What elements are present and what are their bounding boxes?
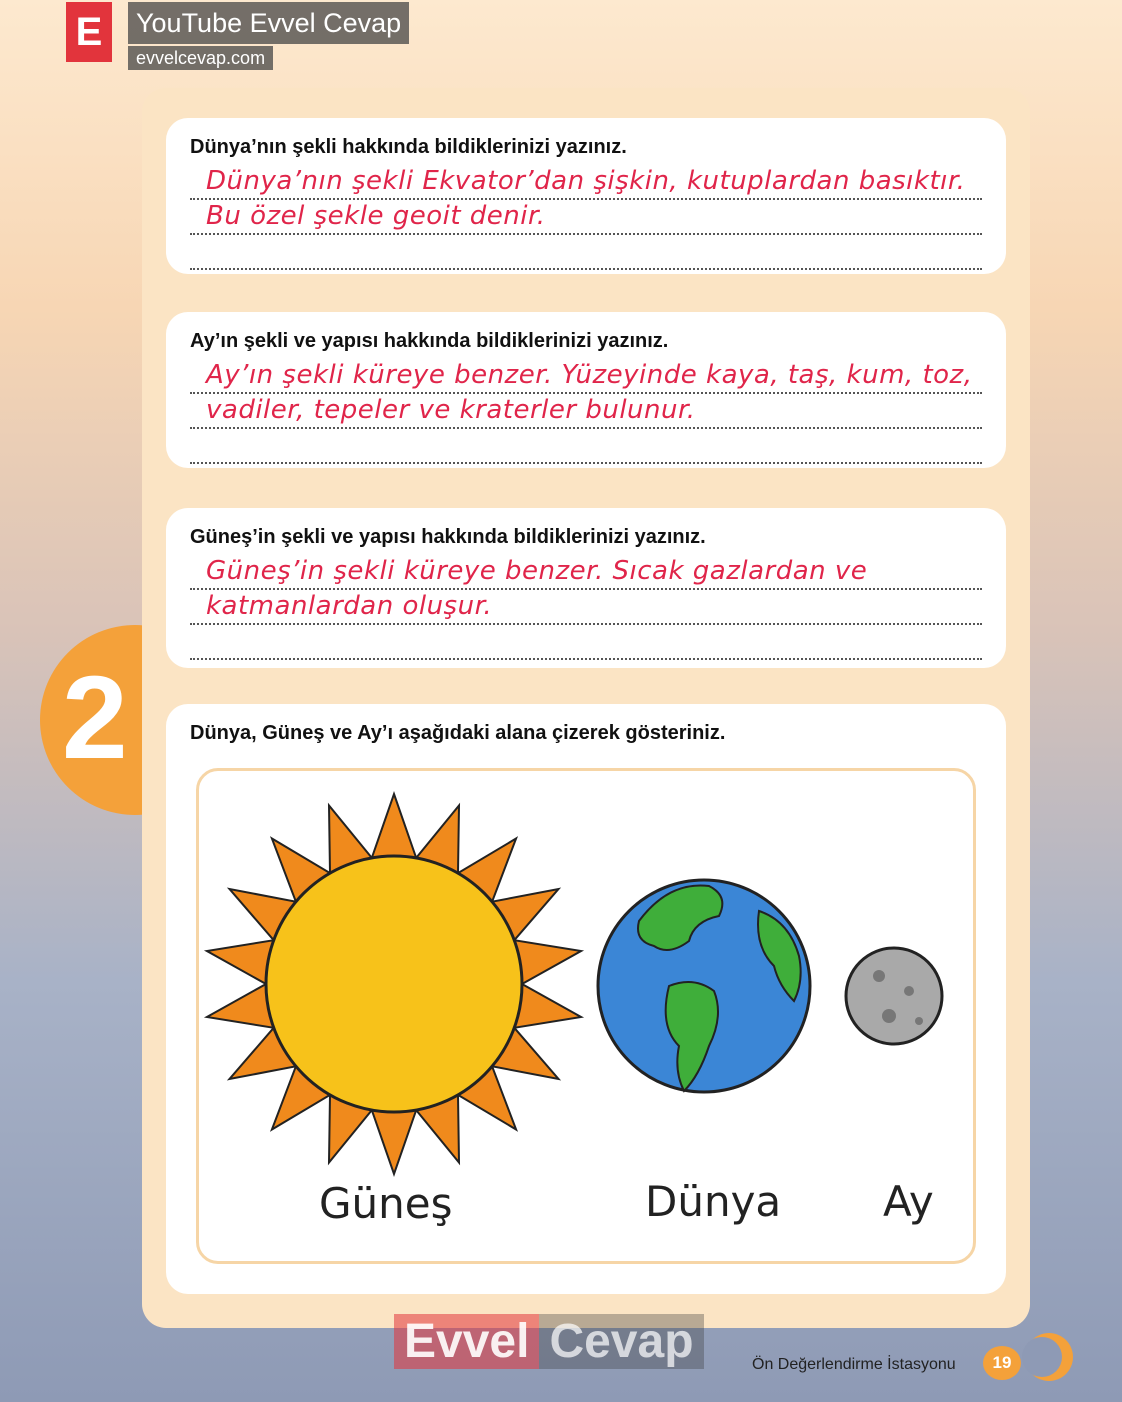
- footer-brand-a: Evvel: [394, 1314, 539, 1369]
- answer-line[interactable]: vadiler, tepeler ve kraterler bulunur.: [190, 394, 982, 429]
- drawing-prompt: Dünya, Güneş ve Ay’ı aşağıdaki alana çizerek gösteriniz.: [190, 722, 726, 744]
- answer-line[interactable]: [190, 429, 982, 464]
- answer-line[interactable]: katmanlardan oluşur.: [190, 590, 982, 625]
- question-prompt: Dünya’nın şekli hakkında bildiklerinizi yazınız.: [190, 136, 627, 158]
- page-number: 19: [983, 1346, 1021, 1380]
- question-card-earth: [166, 118, 1006, 274]
- sun-label: Güneş: [319, 1179, 453, 1228]
- question-card-sun: [166, 508, 1006, 668]
- station-number: 2: [62, 652, 128, 784]
- answer-line[interactable]: Dünya’nın şekli Ekvator’dan şişkin, kutuplardan basıktır.: [190, 165, 982, 200]
- answer-line[interactable]: [190, 625, 982, 660]
- station-name: Ön Değerlendirme İstasyonu: [752, 1356, 956, 1373]
- crescent-icon: [1018, 1326, 1080, 1388]
- logo-icon: E: [66, 2, 112, 62]
- site-url: evvelcevap.com: [128, 46, 273, 70]
- moon-label: Ay: [883, 1177, 934, 1226]
- footer-brand-b: Cevap: [539, 1314, 703, 1369]
- moon-icon: [846, 948, 942, 1044]
- earth-icon: [598, 880, 810, 1092]
- answer-line[interactable]: Ay’ın şekli küreye benzer. Yüzeyinde kaya, taş, kum, toz,: [190, 359, 982, 394]
- sun-icon: [266, 856, 522, 1112]
- question-prompt: Ay’ın şekli ve yapısı hakkında bildiklerinizi yazınız.: [190, 330, 669, 352]
- footer-brand: [394, 1312, 704, 1370]
- question-prompt: Güneş’in şekli ve yapısı hakkında bildiklerinizi yazınız.: [190, 526, 706, 548]
- answer-line[interactable]: [190, 235, 982, 270]
- channel-title: YouTube Evvel Cevap: [128, 2, 409, 44]
- answer-line[interactable]: Güneş’in şekli küreye benzer. Sıcak gazlardan ve: [190, 555, 982, 590]
- earth-label: Dünya: [645, 1177, 782, 1226]
- answer-line[interactable]: Bu özel şekle geoit denir.: [190, 200, 982, 235]
- question-card-moon: [166, 312, 1006, 468]
- drawing-area[interactable]: [196, 768, 976, 1264]
